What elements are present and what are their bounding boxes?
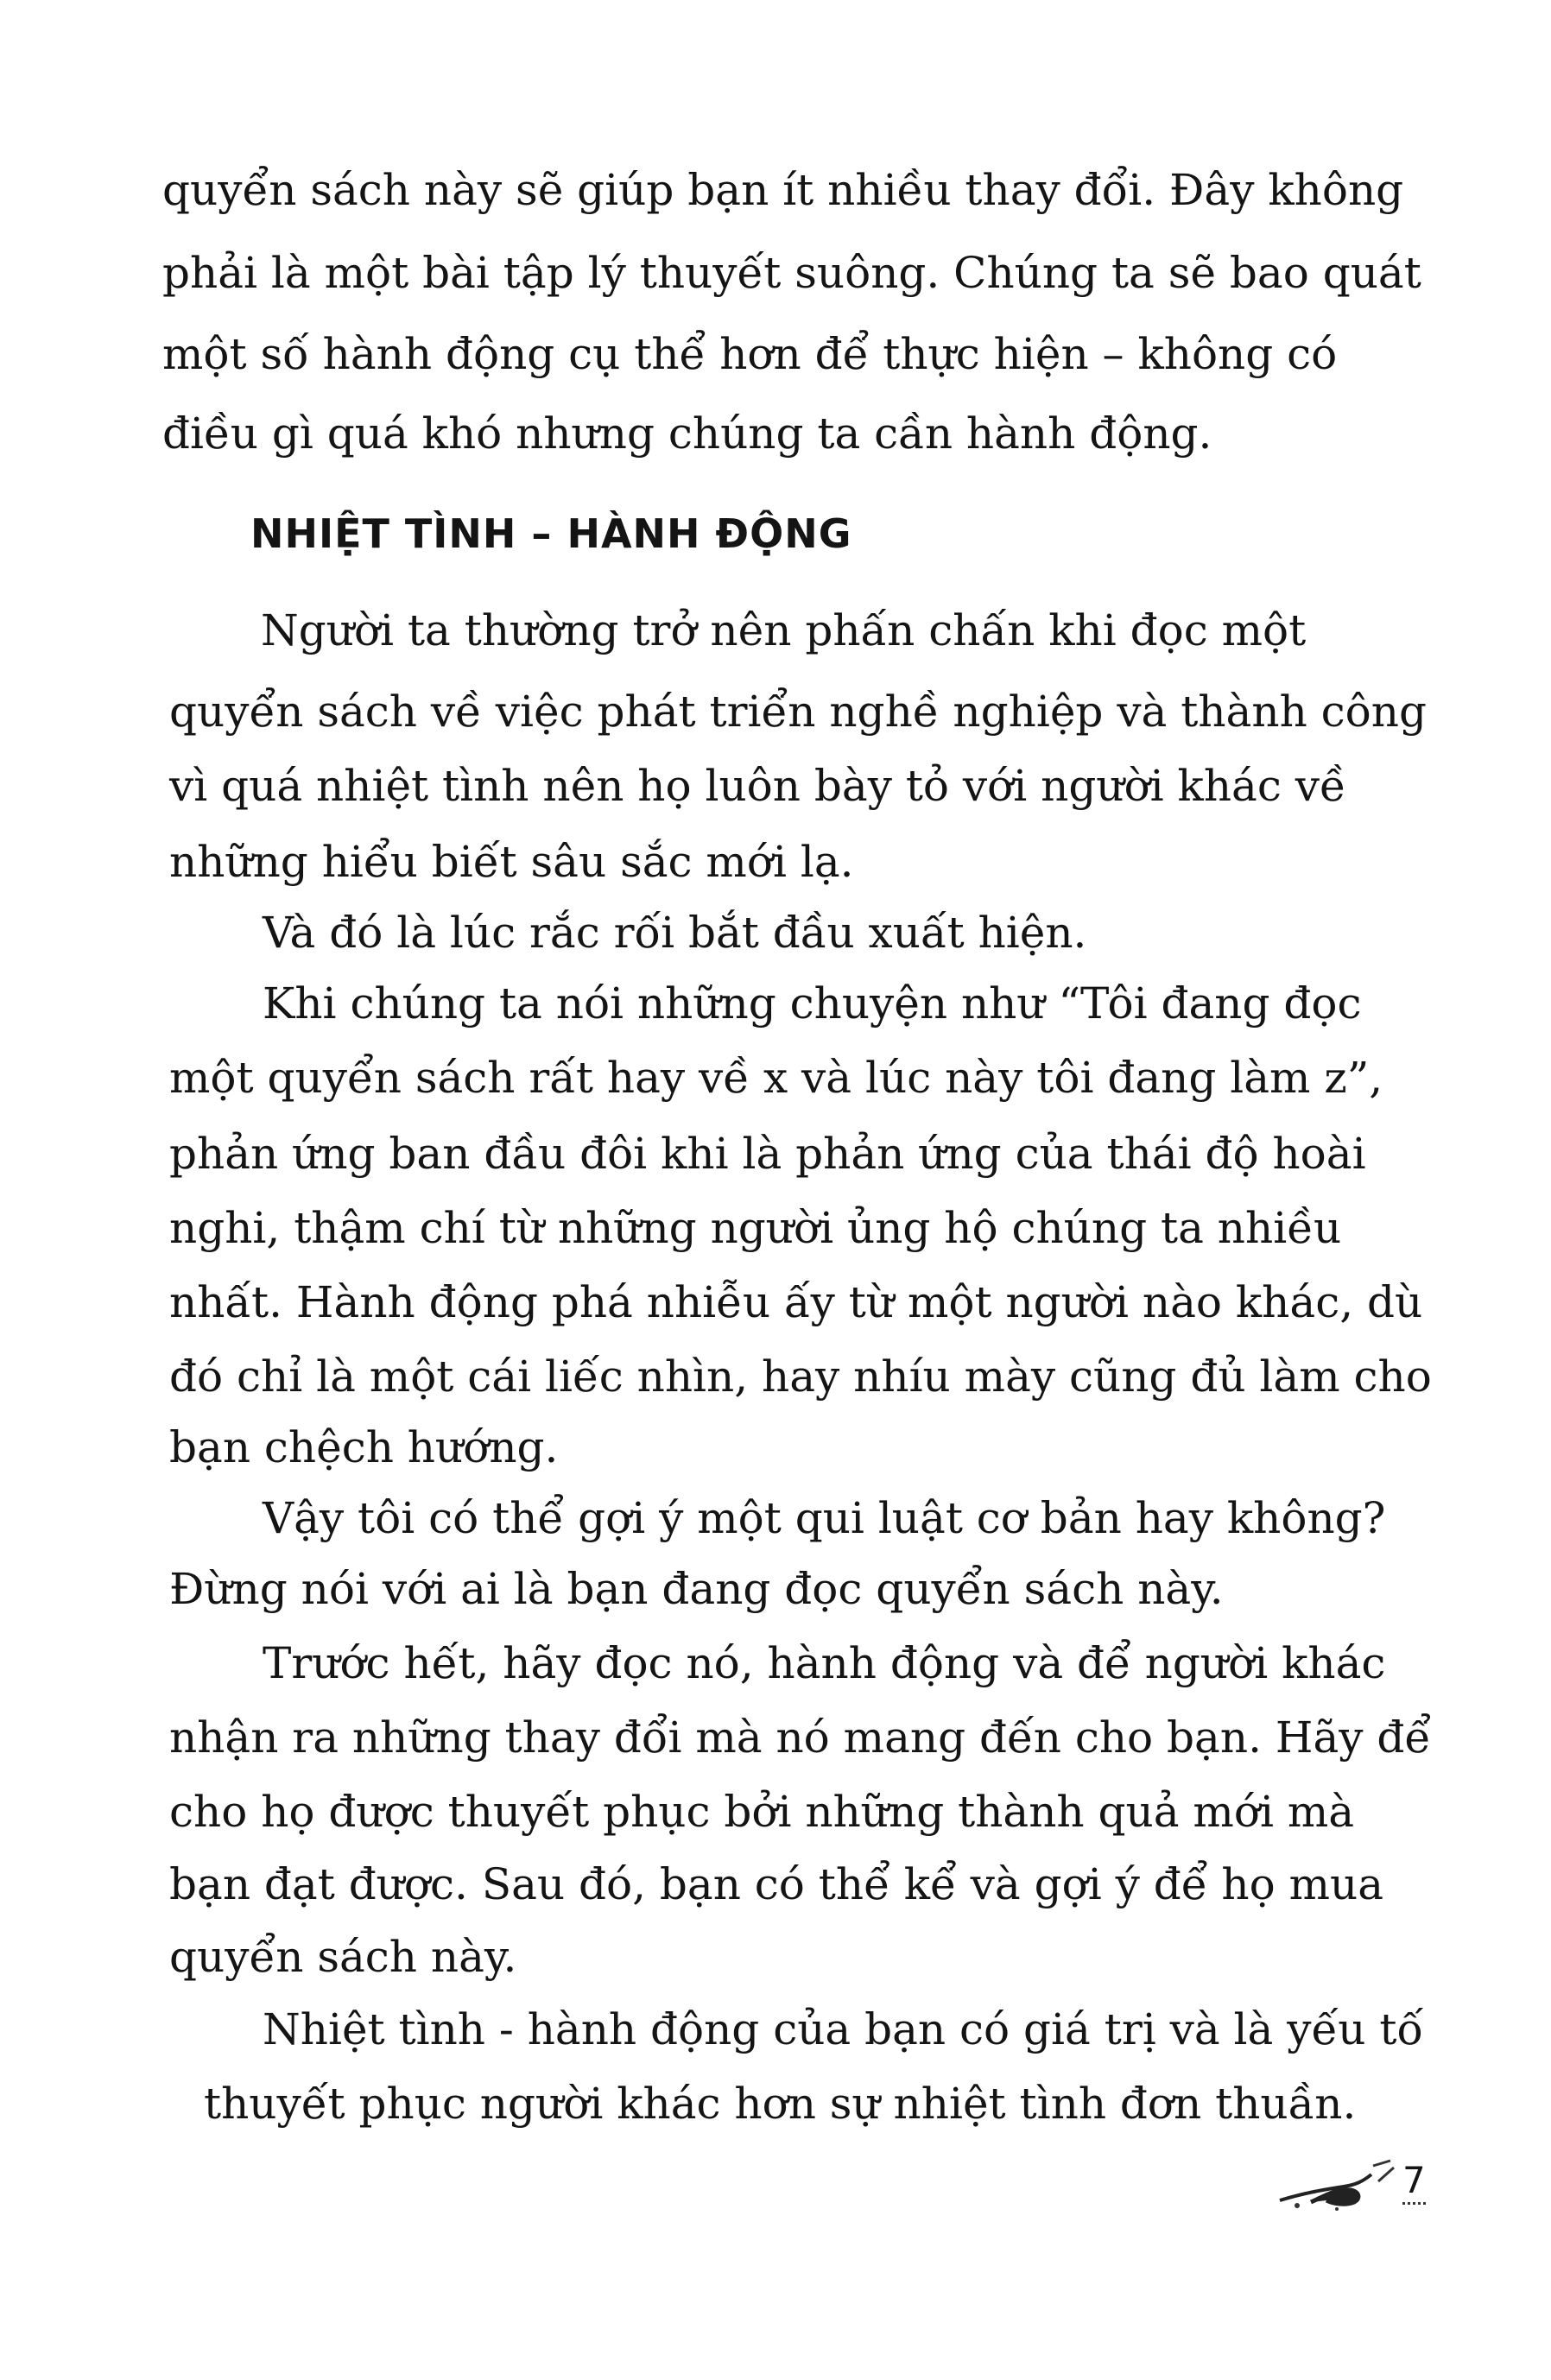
text-line: bạn đạt được. Sau đó, bạn có thể kể và gợi ý để họ mua bbox=[169, 1859, 1384, 1909]
text-line: nhất. Hành động phá nhiễu ấy từ một người nào khác, dù bbox=[169, 1277, 1423, 1327]
text-line: phải là một bài tập lý thuyết suông. Chúng ta sẽ bao quát bbox=[162, 248, 1421, 298]
text-line: Và đó là lúc rắc rối bắt đầu xuất hiện. bbox=[263, 908, 1087, 958]
text-line: quyển sách về việc phát triển nghề nghiệp và thành công bbox=[169, 687, 1427, 737]
text-line: Nhiệt tình - hành động của bạn có giá trị và là yếu tố bbox=[263, 2004, 1424, 2054]
text-line: những hiểu biết sâu sắc mới lạ. bbox=[169, 837, 854, 887]
text-line: một số hành động cụ thể hơn để thực hiện – không có bbox=[162, 329, 1338, 379]
text-line: Trước hết, hãy đọc nó, hành động và để người khác bbox=[263, 1638, 1386, 1688]
text-line: nghi, thậm chí từ những người ủng hộ chúng ta nhiều bbox=[169, 1203, 1342, 1253]
text-line: quyển sách này sẽ giúp bạn ít nhiều thay đổi. Đây không bbox=[162, 165, 1404, 215]
text-line: một quyển sách rất hay về x và lúc này tôi đang làm z”, bbox=[169, 1053, 1383, 1103]
text-line: vì quá nhiệt tình nên họ luôn bày tỏ với người khác về bbox=[169, 761, 1346, 811]
text-line: Vậy tôi có thể gợi ý một qui luật cơ bản hay không? bbox=[263, 1493, 1386, 1543]
text-line: nhận ra những thay đổi mà nó mang đến cho bạn. Hãy để bbox=[169, 1712, 1432, 1763]
text-line: đó chỉ là một cái liếc nhìn, hay nhíu mày cũng đủ làm cho bbox=[169, 1351, 1432, 1402]
text-line: cho họ được thuyết phục bởi những thành quả mới mà bbox=[169, 1787, 1355, 1837]
text-line: Đừng nói với ai là bạn đang đọc quyển sách này. bbox=[169, 1564, 1224, 1614]
decorative-swash-icon bbox=[1276, 2155, 1397, 2216]
text-line: quyển sách này. bbox=[169, 1932, 517, 1982]
text-line: phản ứng ban đầu đôi khi là phản ứng của thái độ hoài bbox=[169, 1129, 1366, 1179]
text-line: Người ta thường trở nên phấn chấn khi đọc một bbox=[261, 605, 1307, 655]
text-line: Khi chúng ta nói những chuyện như “Tôi đang đọc bbox=[263, 978, 1362, 1029]
text-line: thuyết phục người khác hơn sự nhiệt tình đơn thuần. bbox=[204, 2079, 1357, 2129]
text-line: bạn chệch hướng. bbox=[169, 1422, 559, 1472]
text-line: điều gì quá khó nhưng chúng ta cần hành động. bbox=[162, 408, 1212, 459]
page-number: 7 bbox=[1402, 2159, 1426, 2205]
section-heading: NHIỆT TÌNH – HÀNH ĐỘNG bbox=[250, 510, 852, 557]
